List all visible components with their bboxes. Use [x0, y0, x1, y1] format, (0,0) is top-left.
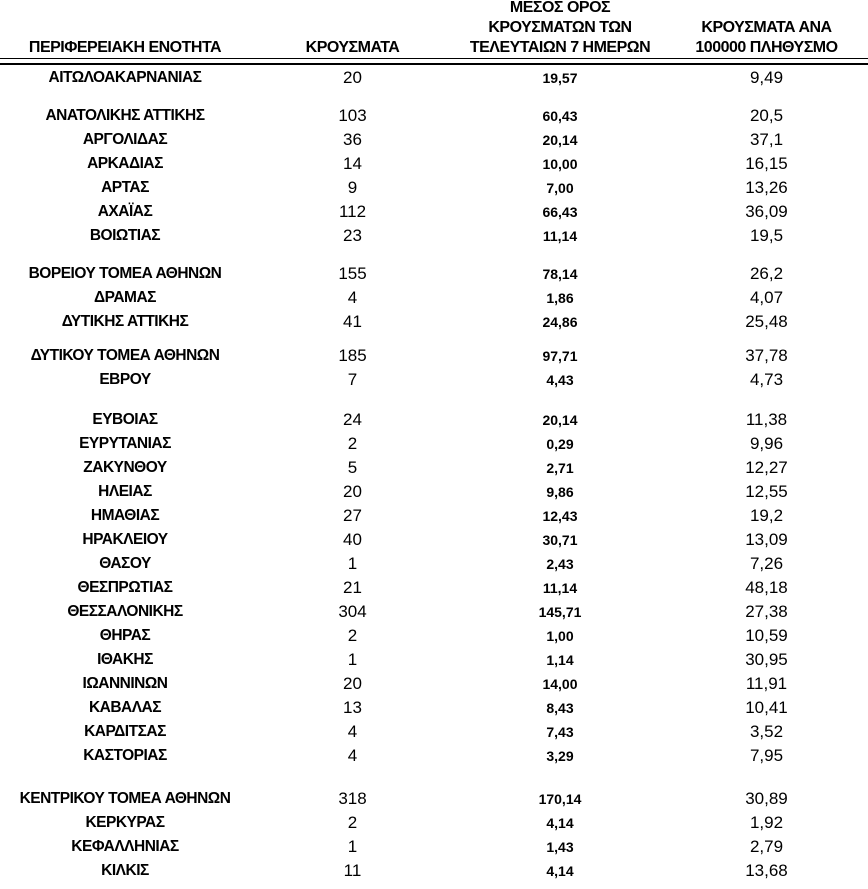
avg7-cell: 66,43 — [542, 204, 578, 220]
avg7-cell: 2,71 — [546, 460, 574, 476]
region-cell: ΔΡΑΜΑΣ — [94, 289, 156, 306]
region-cell: ΔΥΤΙΚΟΥ ΤΟΜΕΑ ΑΘΗΝΩΝ — [30, 347, 220, 364]
cases-cell: 41 — [343, 312, 362, 331]
table-row — [0, 672, 868, 696]
per100k-cell: 10,41 — [745, 698, 788, 717]
per100k-cell: 2,79 — [749, 837, 784, 856]
per100k-cell: 7,26 — [749, 554, 784, 573]
table-row — [0, 648, 868, 672]
per100k-cell: 13,26 — [745, 178, 788, 197]
per100k-cell: 1,92 — [749, 813, 784, 832]
cases-cell: 304 — [338, 602, 367, 621]
region-cell: ΑΡΤΑΣ — [101, 179, 149, 196]
cases-cell: 27 — [343, 506, 362, 525]
header-per100k-line2: 100000 ΠΛΗΘΥΣΜΟ — [695, 39, 838, 56]
cases-cell: 13 — [343, 698, 362, 717]
region-cell: ΗΜΑΘΙΑΣ — [90, 507, 160, 524]
cases-cell: 4 — [347, 288, 358, 307]
header-region-label: ΠΕΡΙΦΕΡΕΙΑΚΗ ΕΝΟΤΗΤΑ — [28, 39, 222, 56]
avg7-cell: 24,86 — [542, 314, 578, 330]
region-cell: ΔΥΤΙΚΗΣ ΑΤΤΙΚΗΣ — [61, 313, 189, 330]
table-header — [0, 0, 868, 58]
avg7-cell: 19,57 — [542, 70, 578, 86]
region-cell: ΖΑΚΥΝΘΟΥ — [83, 459, 167, 476]
table-row — [0, 286, 868, 310]
avg7-cell: 11,14 — [542, 228, 578, 244]
avg7-cell: 20,14 — [542, 412, 578, 428]
table-row — [0, 176, 868, 200]
region-cell: ΘΑΣΟΥ — [99, 555, 151, 572]
per100k-cell: 13,09 — [745, 530, 788, 549]
cases-cell: 20 — [343, 482, 362, 501]
cases-cell: 2 — [347, 626, 358, 645]
region-cell: ΑΡΓΟΛΙΔΑΣ — [82, 131, 168, 148]
cases-cell: 2 — [347, 813, 358, 832]
avg7-cell: 78,14 — [542, 266, 578, 282]
region-cell: ΚΙΛΚΙΣ — [101, 862, 149, 879]
avg7-cell: 10,00 — [542, 156, 578, 172]
per100k-cell: 19,5 — [749, 226, 784, 245]
per100k-cell: 12,27 — [745, 458, 788, 477]
per100k-cell: 11,38 — [745, 410, 788, 429]
per100k-cell: 37,78 — [745, 346, 788, 365]
table-row — [0, 600, 868, 624]
cases-cell: 1 — [347, 650, 358, 669]
region-cell: ΙΘΑΚΗΣ — [97, 651, 153, 668]
table-row — [0, 552, 868, 576]
cases-cell: 40 — [343, 530, 362, 549]
header-avg7 — [455, 0, 665, 58]
cases-cell: 14 — [343, 154, 362, 173]
table-row — [0, 744, 868, 768]
header-cases — [250, 0, 455, 58]
region-cell: ΑΝΑΤΟΛΙΚΗΣ ΑΤΤΙΚΗΣ — [45, 107, 205, 124]
avg7-cell: 3,29 — [546, 748, 574, 764]
region-cell: ΗΛΕΙΑΣ — [98, 483, 152, 500]
table-row — [0, 128, 868, 152]
avg7-cell: 2,43 — [546, 556, 574, 572]
avg7-cell: 1,43 — [546, 839, 574, 855]
per100k-cell: 12,55 — [745, 482, 788, 501]
region-cell: ΙΩΑΝΝΙΝΩΝ — [82, 675, 168, 692]
table-row — [0, 859, 868, 883]
table-body — [0, 66, 868, 883]
region-cell: ΗΡΑΚΛΕΙΟΥ — [82, 531, 168, 548]
avg7-cell: 4,14 — [546, 863, 574, 879]
region-cell: ΑΙΤΩΛΟΑΚΑΡΝΑΝΙΑΣ — [48, 69, 202, 86]
avg7-cell: 30,71 — [542, 532, 578, 548]
cases-cell: 23 — [343, 226, 362, 245]
avg7-cell: 7,43 — [546, 724, 574, 740]
table-row — [0, 835, 868, 859]
region-cell: ΑΡΚΑΔΙΑΣ — [87, 155, 163, 172]
table-row — [0, 456, 868, 480]
header-per100k — [665, 0, 868, 58]
cases-cell: 20 — [343, 674, 362, 693]
table-row — [0, 408, 868, 432]
per100k-cell: 36,09 — [745, 202, 788, 221]
table-row — [0, 576, 868, 600]
header-divider — [0, 58, 868, 65]
avg7-cell: 60,43 — [542, 108, 578, 124]
per100k-cell: 7,95 — [749, 746, 784, 765]
region-cell: ΑΧΑΪΑΣ — [97, 203, 153, 220]
cases-cell: 4 — [347, 746, 358, 765]
table-row — [0, 624, 868, 648]
per100k-cell: 11,91 — [745, 674, 788, 693]
cases-cell: 9 — [347, 178, 358, 197]
header-avg7-line3: ΤΕΛΕΥΤΑΙΩΝ 7 ΗΜΕΡΩΝ — [469, 39, 651, 56]
header-avg7-line2: ΚΡΟΥΣΜΑΤΩΝ ΤΩΝ — [488, 19, 632, 36]
table-row — [0, 504, 868, 528]
header-avg7-line1: ΜΕΣΟΣ ΟΡΟΣ — [509, 0, 611, 16]
per100k-cell: 9,49 — [749, 68, 784, 87]
avg7-cell: 4,14 — [546, 815, 574, 831]
avg7-cell: 0,29 — [546, 436, 574, 452]
region-cell: ΚΑΣΤΟΡΙΑΣ — [83, 747, 167, 764]
per100k-cell: 4,73 — [749, 370, 784, 389]
region-cell: ΚΑΒΑΛΑΣ — [88, 699, 162, 716]
cases-cell: 1 — [347, 554, 358, 573]
per100k-cell: 20,5 — [749, 106, 784, 125]
per100k-cell: 10,59 — [745, 626, 788, 645]
avg7-cell: 11,14 — [542, 580, 578, 596]
cases-cell: 7 — [347, 370, 358, 389]
table-row — [0, 528, 868, 552]
region-cell: ΚΕΡΚΥΡΑΣ — [85, 814, 165, 831]
per100k-cell: 25,48 — [745, 312, 788, 331]
avg7-cell: 1,86 — [546, 290, 574, 306]
region-cell: ΘΕΣΣΑΛΟΝΙΚΗΣ — [67, 603, 183, 620]
table-row — [0, 368, 868, 392]
cases-cell: 185 — [338, 346, 367, 365]
per100k-cell: 3,52 — [749, 722, 784, 741]
cases-cell: 21 — [343, 578, 362, 597]
cases-cell: 11 — [343, 861, 362, 880]
region-cell: ΒΟΙΩΤΙΑΣ — [89, 227, 161, 244]
table-row — [0, 787, 868, 811]
cases-cell: 5 — [347, 458, 358, 477]
per100k-cell: 48,18 — [745, 578, 788, 597]
avg7-cell: 97,71 — [542, 348, 578, 364]
table-row — [0, 66, 868, 90]
cases-cell: 20 — [343, 68, 362, 87]
table-row — [0, 104, 868, 128]
per100k-cell: 26,2 — [749, 264, 784, 283]
avg7-cell: 8,43 — [546, 700, 574, 716]
header-cases-label: ΚΡΟΥΣΜΑΤΑ — [305, 39, 400, 56]
cases-cell: 36 — [343, 130, 362, 149]
table-row — [0, 720, 868, 744]
region-cell: ΘΕΣΠΡΩΤΙΑΣ — [77, 579, 173, 596]
region-cell: ΕΥΒΟΙΑΣ — [92, 411, 158, 428]
table-row — [0, 344, 868, 368]
avg7-cell: 170,14 — [538, 791, 582, 807]
per100k-cell: 27,38 — [745, 602, 788, 621]
region-cell: ΕΥΡΥΤΑΝΙΑΣ — [79, 435, 171, 452]
table-row — [0, 152, 868, 176]
region-cell: ΚΕΦΑΛΛΗΝΙΑΣ — [71, 838, 179, 855]
avg7-cell: 12,43 — [542, 508, 578, 524]
per100k-cell: 16,15 — [745, 154, 788, 173]
table-row — [0, 262, 868, 286]
table-row — [0, 696, 868, 720]
cases-cell: 2 — [347, 434, 358, 453]
cases-cell: 4 — [347, 722, 358, 741]
avg7-cell: 20,14 — [542, 132, 578, 148]
per100k-cell: 30,95 — [745, 650, 788, 669]
header-region — [0, 0, 250, 58]
table-row — [0, 480, 868, 504]
avg7-cell: 7,00 — [546, 180, 574, 196]
table-row — [0, 224, 868, 248]
table-row — [0, 432, 868, 456]
per100k-cell: 19,2 — [749, 506, 784, 525]
per100k-cell: 9,96 — [749, 434, 784, 453]
table-row — [0, 811, 868, 835]
region-cell: ΒΟΡΕΙΟΥ ΤΟΜΕΑ ΑΘΗΝΩΝ — [28, 265, 222, 282]
avg7-cell: 1,00 — [546, 628, 574, 644]
table-row — [0, 310, 868, 334]
region-cell: ΕΒΡΟΥ — [99, 371, 151, 388]
per100k-cell: 4,07 — [749, 288, 784, 307]
cases-cell: 112 — [338, 202, 367, 221]
cases-cell: 1 — [347, 837, 358, 856]
avg7-cell: 4,43 — [546, 372, 574, 388]
table-row — [0, 200, 868, 224]
region-cell: ΘΗΡΑΣ — [99, 627, 151, 644]
cases-cell: 155 — [338, 264, 367, 283]
cases-cell: 318 — [338, 789, 367, 808]
avg7-cell: 145,71 — [538, 604, 582, 620]
per100k-cell: 13,68 — [745, 861, 788, 880]
region-cell: ΚΕΝΤΡΙΚΟΥ ΤΟΜΕΑ ΑΘΗΝΩΝ — [19, 790, 231, 807]
avg7-cell: 14,00 — [542, 676, 578, 692]
cases-cell: 103 — [338, 106, 367, 125]
avg7-cell: 1,14 — [546, 652, 574, 668]
per100k-cell: 37,1 — [749, 130, 784, 149]
header-per100k-line1: ΚΡΟΥΣΜΑΤΑ ΑΝΑ — [701, 19, 832, 36]
per100k-cell: 30,89 — [745, 789, 788, 808]
region-cell: ΚΑΡΔΙΤΣΑΣ — [84, 723, 166, 740]
cases-cell: 24 — [343, 410, 362, 429]
avg7-cell: 9,86 — [546, 484, 574, 500]
